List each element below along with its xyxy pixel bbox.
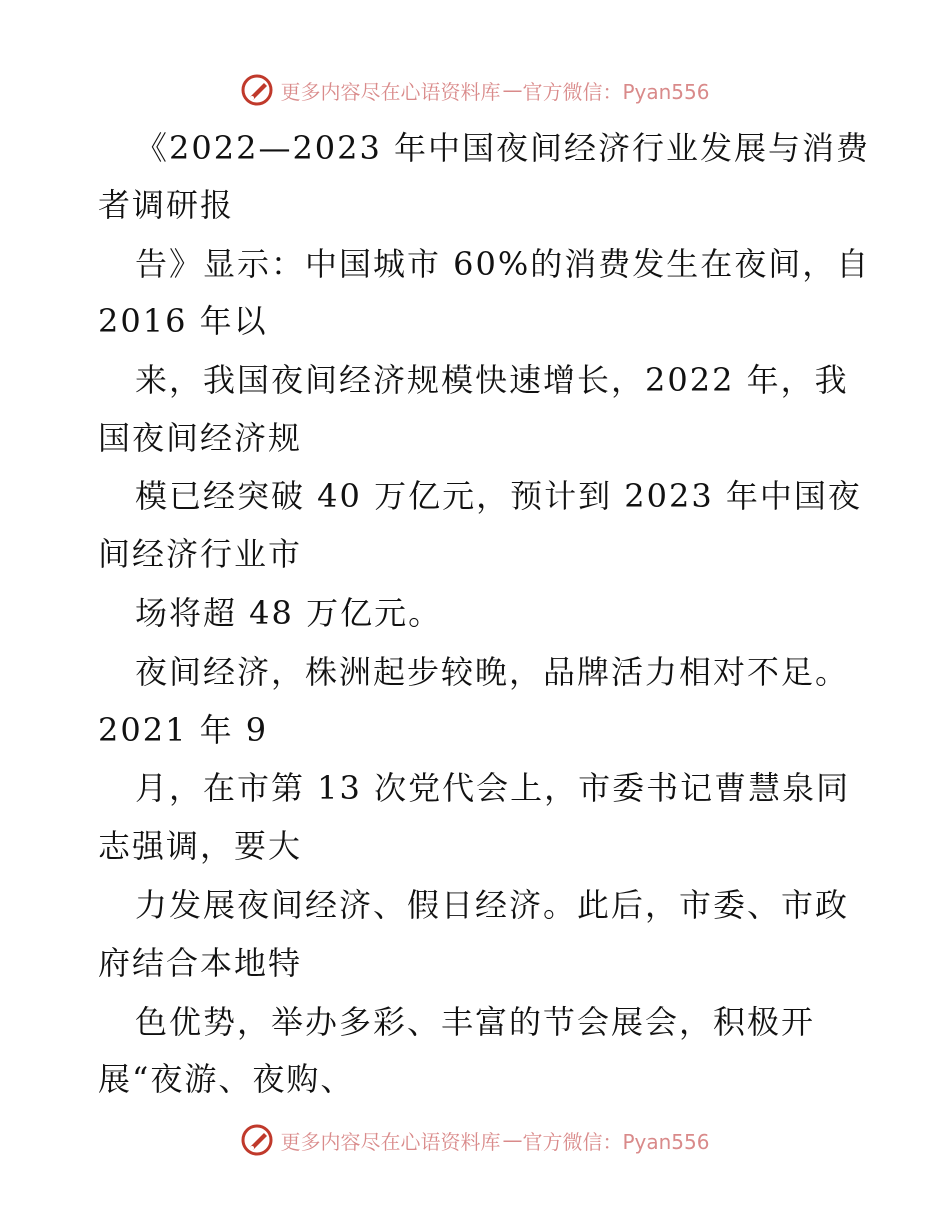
- body-line: 力发展夜间经济、假日经济。此后，市委、市政: [135, 886, 850, 924]
- body-line: 告》显示：中国城市 60%的消费发生在夜间，自: [135, 245, 871, 283]
- body-line: 间经济行业市: [98, 535, 303, 573]
- body-line: 2016 年以: [98, 302, 268, 340]
- watermark-text: 更多内容尽在心语资料库: [280, 79, 501, 104]
- body-line: 府结合本地特: [98, 944, 303, 982]
- body-line: 月，在市第 13 次党代会上，市委书记曹慧泉同: [135, 769, 851, 807]
- body-line: 者调研报: [98, 186, 235, 224]
- footer-watermark: [0, 1120, 950, 1160]
- body-line: 场将超 48 万亿元。: [135, 594, 443, 632]
- body-line: 来，我国夜间经济规模快速增长，2022 年，我: [135, 361, 849, 399]
- body-line: 夜间经济，株洲起步较晚，品牌活力相对不足。: [135, 653, 850, 691]
- body-line: 展“夜游、夜购、: [98, 1060, 355, 1098]
- body-line: 志强调，要大: [98, 827, 303, 865]
- watermark-separator: —: [502, 1128, 521, 1152]
- body-line: 色优势，举办多彩、丰富的节会展会，积极开: [135, 1003, 816, 1041]
- body-line: 模已经突破 40 万亿元，预计到 2023 年中国夜: [135, 477, 862, 515]
- body-line: 《2022—2023 年中国夜间经济行业发展与消费: [135, 129, 871, 167]
- body-line: 国夜间经济规: [98, 419, 303, 457]
- watermark-text: 更多内容尽在心语资料库: [280, 1129, 501, 1154]
- pen-nib-logo-icon: [240, 1123, 274, 1157]
- body-line: 2021 年 9: [98, 711, 269, 749]
- watermark-separator: —: [502, 78, 521, 102]
- watermark-wechat: 官方微信：Pyan556: [522, 1129, 710, 1154]
- watermark-wechat: 官方微信：Pyan556: [522, 79, 710, 104]
